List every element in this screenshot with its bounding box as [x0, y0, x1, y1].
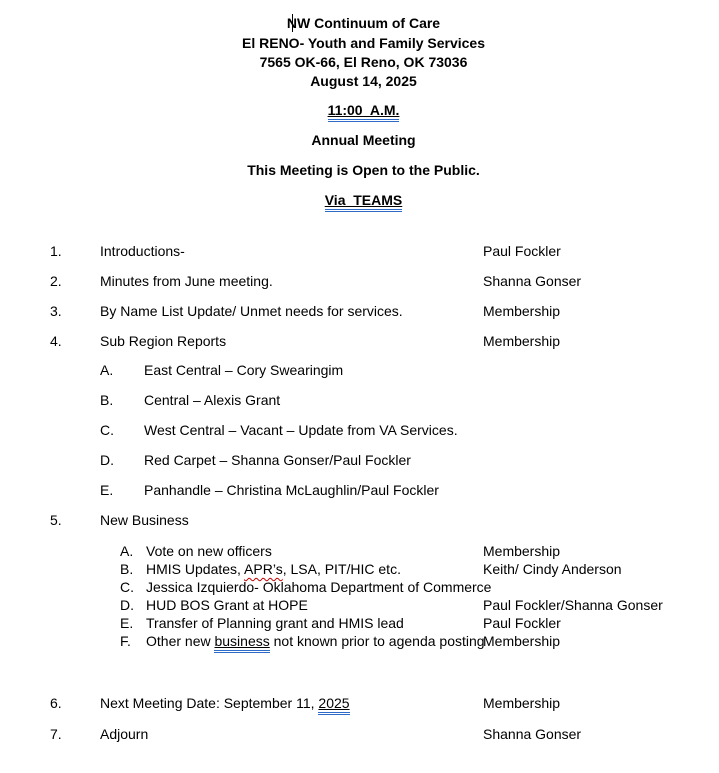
item-number: 5.: [50, 512, 62, 528]
meeting-time: 11:00 A.M.: [328, 102, 400, 122]
item-number: 7.: [50, 726, 62, 742]
subitem-owner: Membership: [483, 543, 561, 559]
subitem-topic: Red Carpet – Shanna Gonser/Paul Fockler: [144, 452, 411, 468]
meeting-time-line: [4, 102, 719, 118]
subitem-owner: Membership: [483, 633, 561, 649]
doc-org: El RENO- Youth and Family Services: [242, 35, 485, 51]
agenda-subitem: [0, 633, 719, 653]
subitem-topic: West Central – Vacant – Update from VA Services.: [144, 422, 458, 438]
item-owner: Membership: [483, 695, 561, 711]
subitem-letter: E.: [100, 482, 114, 498]
open-notice: This Meeting is Open to the Public.: [247, 162, 480, 178]
subitem-letter: D.: [100, 452, 114, 468]
subitem-topic: Panhandle – Christina McLaughlin/Paul Fockler: [144, 482, 439, 498]
item-owner: Paul Fockler: [483, 243, 561, 259]
item-topic: Introductions-: [100, 243, 185, 259]
subitem-topic: Transfer of Planning grant and HMIS lead: [146, 615, 404, 631]
agenda-subitem: [0, 452, 719, 472]
via-line: [4, 192, 719, 208]
agenda-item: [0, 726, 719, 746]
subitem-owner: Keith/ Cindy Anderson: [483, 561, 622, 577]
doc-date: August 14, 2025: [310, 73, 417, 89]
agenda-subitem: [0, 579, 719, 599]
subitem-topic: [146, 633, 485, 649]
item-topic: Adjourn: [100, 726, 149, 742]
grammar-flagged-word: 2025: [318, 695, 349, 715]
topic-text: not known prior to agenda posting: [269, 633, 485, 649]
grammar-flagged-word: business: [214, 633, 269, 653]
agenda-item: [0, 512, 719, 532]
agenda-subitem: [0, 543, 719, 563]
agenda-item: [0, 273, 719, 293]
subitem-topic: Vote on new officers: [146, 543, 272, 559]
agenda-item: [0, 333, 719, 353]
agenda-item: [0, 243, 719, 263]
subitem-owner: Paul Fockler: [483, 615, 561, 631]
subitem-owner: Paul Fockler/Shanna Gonser: [483, 597, 663, 613]
item-number: 3.: [50, 303, 62, 319]
agenda-subitem: [0, 422, 719, 442]
agenda-subitem: [0, 561, 719, 581]
subitem-letter: C.: [120, 579, 134, 595]
agenda-subitem: [0, 362, 719, 382]
item-topic: New Business: [100, 512, 189, 528]
subitem-topic: Jessica Izquierdo- Oklahoma Department of Commerce: [146, 579, 492, 595]
item-number: 1.: [50, 243, 62, 259]
subitem-topic: Central – Alexis Grant: [144, 392, 281, 408]
agenda-subitem: [0, 482, 719, 502]
doc-address: 7565 OK-66, El Reno, OK 73036: [259, 54, 468, 70]
topic-text: HMIS Updates,: [146, 561, 245, 577]
topic-text: Other new: [146, 633, 215, 649]
item-topic: Minutes from June meeting.: [100, 273, 273, 289]
item-owner: Shanna Gonser: [483, 726, 582, 742]
agenda-item: [0, 695, 719, 715]
item-number: 2.: [50, 273, 62, 289]
subitem-topic: [146, 561, 401, 577]
item-topic: By Name List Update/ Unmet needs for services.: [100, 303, 403, 319]
subitem-topic: HUD BOS Grant at HOPE: [146, 597, 308, 613]
subitem-letter: A.: [100, 362, 114, 378]
item-number: 4.: [50, 333, 62, 349]
item-owner: Shanna Gonser: [483, 273, 582, 289]
subitem-topic: East Central – Cory Swearingim: [144, 362, 344, 378]
topic-text: , LSA, PIT/HIC etc.: [282, 561, 401, 577]
item-topic: Sub Region Reports: [100, 333, 227, 349]
meeting-type: Annual Meeting: [311, 132, 416, 148]
agenda-subitem: [0, 615, 719, 635]
subitem-letter: F.: [120, 633, 131, 649]
subitem-letter: D.: [120, 597, 134, 613]
agenda-item: [0, 303, 719, 323]
via-teams: Via TEAMS: [325, 192, 403, 212]
topic-text: Next Meeting Date: September 11,: [100, 695, 319, 711]
subitem-letter: B.: [120, 561, 134, 577]
misspelled-word: APR’s: [244, 561, 283, 577]
agenda-subitem: [0, 392, 719, 412]
item-owner: Membership: [483, 303, 561, 319]
subitem-letter: E.: [120, 615, 134, 631]
item-number: 6.: [50, 695, 62, 711]
item-owner: Membership: [483, 333, 561, 349]
subitem-letter: C.: [100, 422, 114, 438]
subitem-letter: B.: [100, 392, 114, 408]
doc-title: NW Continuum of Care: [286, 15, 441, 31]
subitem-letter: A.: [120, 543, 134, 559]
item-topic: [100, 695, 350, 711]
agenda-subitem: [0, 597, 719, 617]
